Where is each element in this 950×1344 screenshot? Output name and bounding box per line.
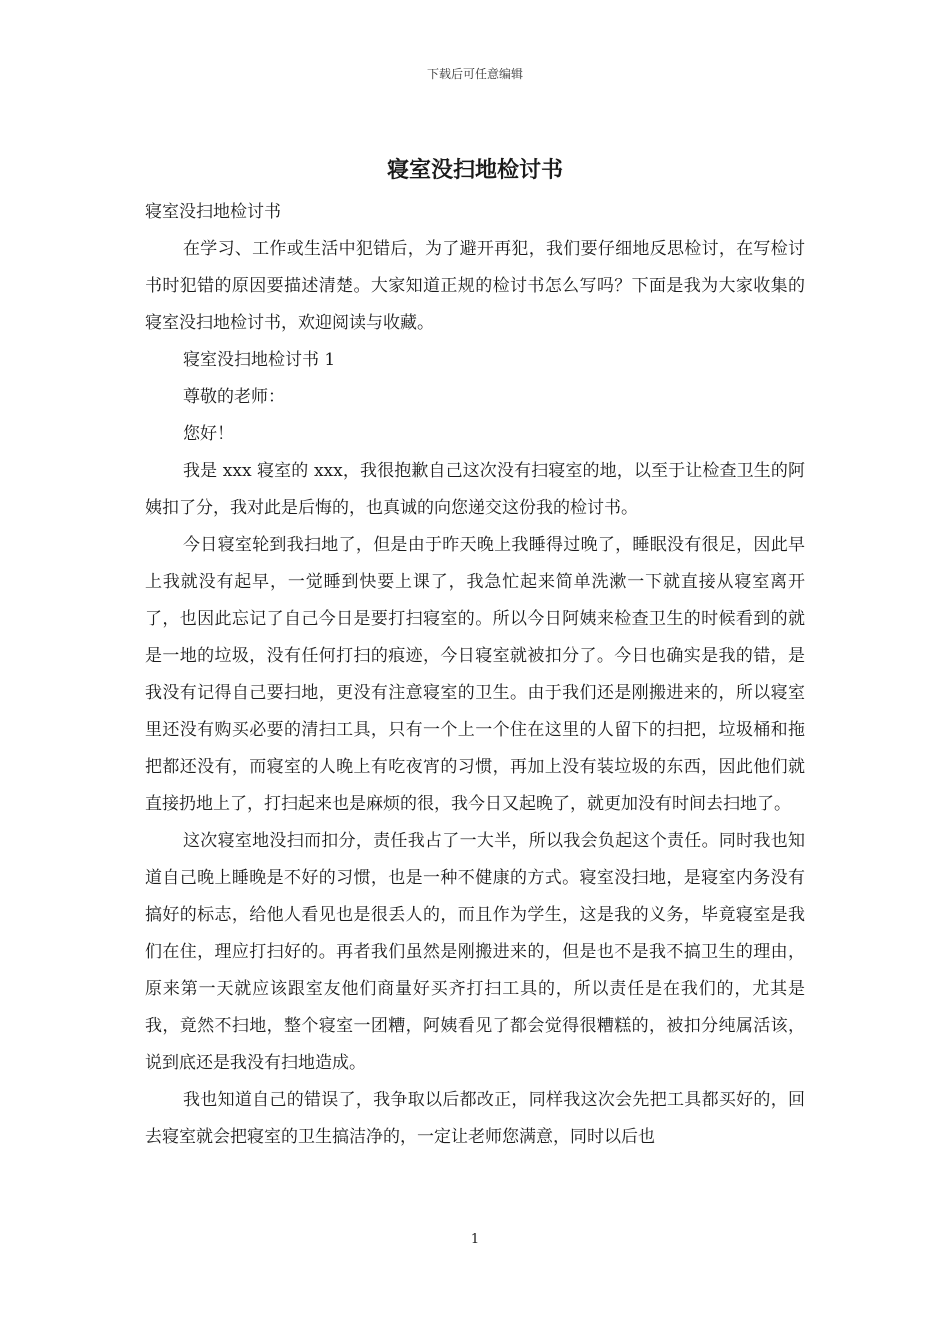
body-paragraph: 这次寝室地没扫而扣分，责任我占了一大半，所以我会负起这个责任。同时我也知道自己晚上睡晚是不好的习惯，也是一种不健康的方式。寝室没扫地，是寝室内务没有搞好的标志，给他人看见也是很丢人的，而且作为学生，这是我的义务，毕竟寝室是我们在住，理应打扫好的。再者我们虽然是刚搬进来的，但是也不是我不搞卫生的理由，原来第一天就应该跟室友他们商量好买齐打扫工具的，所以责任是在我们的，尤其是我，竟然不扫地，整个寝室一团糟，阿姨看见了都会觉得很糟糕的，被扣分纯属活该，说到底还是我没有扫地造成。 xyxy=(145,831,805,1073)
body-paragraph: 我也知道自己的错误了，我争取以后都改正，同样我这次会先把工具都买好的，回去寝室就会把寝室的卫生搞洁净的，一定让老师您满意，同时以后也 xyxy=(145,1090,805,1147)
header-note: 下载后可任意编辑 xyxy=(426,67,523,81)
salutation: 尊敬的老师： xyxy=(183,387,285,407)
greeting: 您好！ xyxy=(183,424,234,444)
document-title: 寝室没扫地检讨书 xyxy=(386,157,563,183)
page-number: 1 xyxy=(470,1232,480,1247)
section-heading: 寝室没扫地检讨书 1 xyxy=(183,350,336,370)
subtitle-paragraph: 寝室没扫地检讨书 xyxy=(145,202,281,222)
intro-paragraph: 在学习、工作或生活中犯错后，为了避开再犯，我们要仔细地反思检讨，在写检讨书时犯错的原因要描述清楚。大家知道正规的检讨书怎么写吗？下面是我为大家收集的寝室没扫地检讨书，欢迎阅读与收藏。 xyxy=(145,239,805,333)
body-paragraph: 今日寝室轮到我扫地了，但是由于昨天晚上我睡得过晚了，睡眠没有很足，因此早上我就没有起早，一觉睡到快要上课了，我急忙起来简单洗漱一下就直接从寝室离开了，也因此忘记了自己今日是要打扫寝室的。所以今日阿姨来检查卫生的时候看到的就是一地的垃圾，没有任何打扫的痕迹，今日寝室就被扣分了。今日也确实是我的错，是我没有记得自己要扫地，更没有注意寝室的卫生。由于我们还是刚搬进来的，所以寝室里还没有购买必要的清扫工具，只有一个上一个住在这里的人留下的扫把，垃圾桶和拖把都还没有，而寝室的人晚上有吃夜宵的习惯，再加上没有装垃圾的东西，因此他们就直接扔地上了，打扫起来也是麻烦的很，我今日又起晚了，就更加没有时间去扫地了。 xyxy=(145,535,805,814)
body-paragraph: 我是 xxx 寝室的 xxx，我很抱歉自己这次没有扫寝室的地，以至于让检查卫生的阿姨扣了分，我对此是后悔的，也真诚的向您递交这份我的检讨书。 xyxy=(145,461,805,518)
document-body xyxy=(145,194,805,1156)
